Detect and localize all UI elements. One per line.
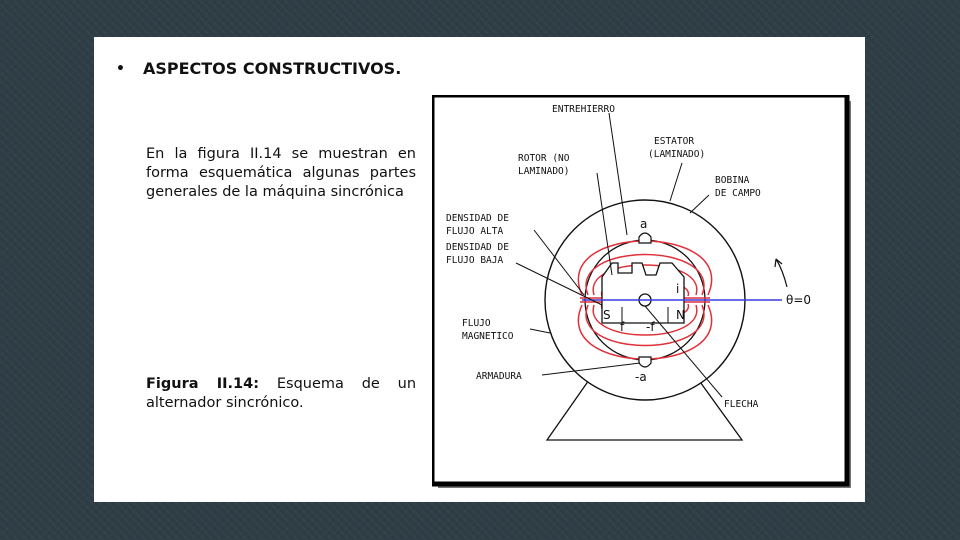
alternator-diagram: [432, 95, 853, 490]
section-heading: [116, 59, 401, 78]
label-densidad-alta-1: DENSIDAD DE: [446, 213, 509, 224]
rotor: [602, 263, 684, 323]
caption-label: Figura II.14:: [146, 376, 260, 392]
label-i: i: [676, 282, 680, 296]
label-estator-2: (LAMINADO): [648, 149, 706, 160]
alternator-figure: [432, 95, 853, 490]
armature-conductor-minus-a: [639, 357, 651, 367]
slide: [94, 37, 865, 502]
label-S: S: [603, 308, 611, 322]
armature-conductor-a: [639, 233, 651, 243]
label-rotor-1: ROTOR (NO: [518, 153, 570, 164]
caption-text: Esquema de un alternador sincrónico.: [146, 376, 417, 411]
label-densidad-alta-2: FLUJO ALTA: [446, 226, 504, 237]
label-minus-f: -f: [646, 320, 655, 334]
label-bobina-2: DE CAMPO: [715, 188, 761, 199]
label-entrehierro: ENTREHIERRO: [552, 104, 615, 115]
heading-text: ASPECTOS CONSTRUCTIVOS.: [142, 59, 402, 78]
label-minus-a: -a: [635, 370, 647, 384]
label-flujo-1: FLUJO: [462, 318, 491, 329]
label-bobina-1: BOBINA: [715, 175, 750, 186]
label-flecha: FLECHA: [724, 399, 759, 410]
label-N: N: [676, 308, 685, 322]
bullet-icon: •: [116, 60, 125, 77]
label-densidad-baja-2: FLUJO BAJA: [446, 255, 504, 266]
label-theta: θ=0: [786, 293, 812, 307]
label-flujo-2: MAGNETICO: [462, 331, 514, 342]
label-estator-1: ESTATOR: [654, 136, 695, 147]
label-rotor-2: LAMINADO): [518, 166, 570, 177]
label-f: f: [620, 320, 625, 334]
label-armadura: ARMADURA: [476, 371, 522, 382]
label-a: a: [640, 217, 648, 231]
body-paragraph: En la figura II.14 se muestran en forma esquemática algunas partes generales de la máquina sincrónica: [146, 146, 416, 200]
figure-caption: [146, 375, 416, 413]
label-densidad-baja-1: DENSIDAD DE: [446, 242, 509, 253]
